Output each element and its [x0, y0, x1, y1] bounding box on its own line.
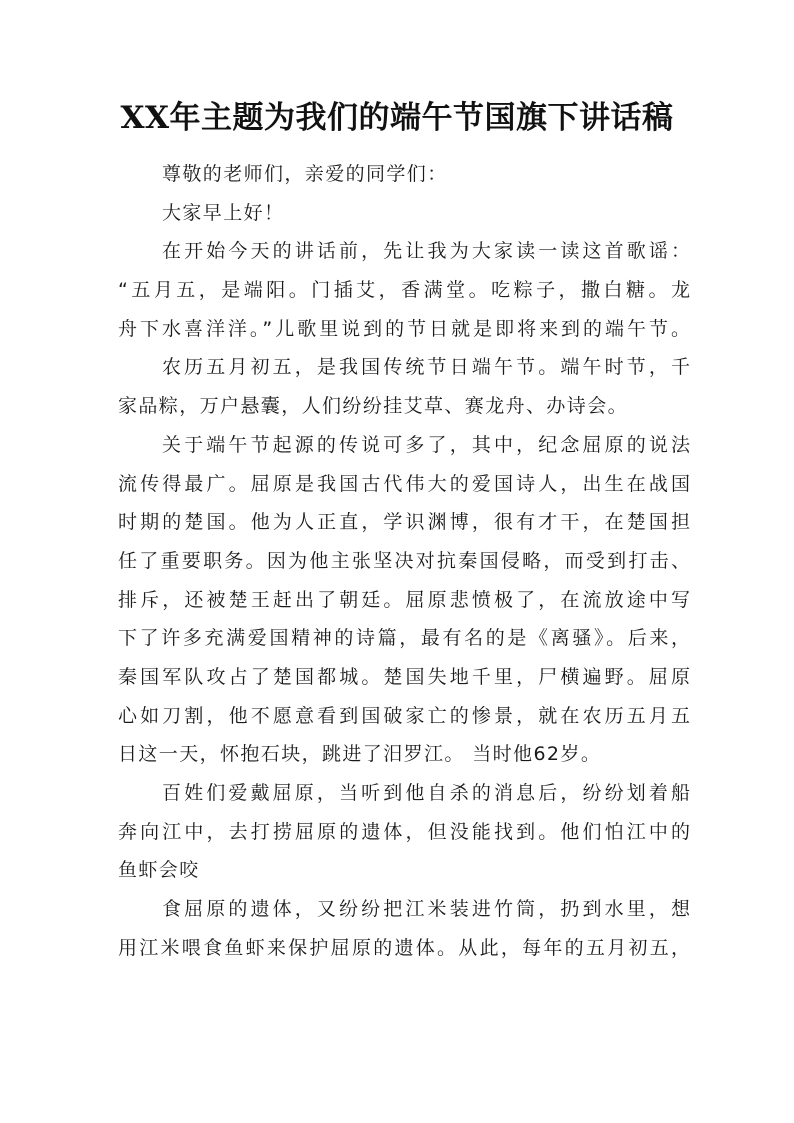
text-line: 食屈原的遗体，又纷纷把江米装进竹筒，扔到水里，想: [162, 898, 690, 921]
text-line: 大家早上好！: [162, 201, 285, 224]
text-line: 百姓们爱戴屈原，当听到他自杀的消息后，纷纷划着船: [162, 782, 690, 804]
text-line: 关于端午节起源的传说可多了，其中，纪念屈原的说法: [162, 433, 690, 456]
text-line: 时期的楚国。他为人正直，学识渊博，很有才干，在楚国担: [118, 511, 690, 534]
text-line: 舟下水喜洋洋。”儿歌里说到的节日就是即将来到的端午节。: [118, 317, 690, 340]
text-line: 鱼虾会咬: [118, 859, 200, 882]
text-line: 下了许多充满爱国精神的诗篇，最有名的是《离骚》。后来，: [118, 627, 690, 650]
text-line: 尊敬的老师们，亲爱的同学们：: [162, 163, 448, 185]
text-line: 在开始今天的讲话前，先让我为大家读一读这首歌谣：: [162, 240, 690, 263]
text-line: 农历五月初五，是我国传统节日端午节。端午时节，千: [162, 356, 690, 379]
text-line: 日这一天，怀抱石块，跳进了汨罗江。 当时他62岁。: [118, 743, 602, 766]
text-line: 任了重要职务。因为他主张坚决对抗秦国侵略，而受到打击、: [118, 549, 690, 572]
text-line: 奔向江中，去打捞屈原的遗体，但没能找到。他们怕江中的: [118, 820, 690, 843]
document-title: XX年主题为我们的端午节国旗下讲话稿: [120, 100, 674, 136]
text-line: 心如刀割，他不愿意看到国破家亡的惨景，就在农历五月五: [118, 704, 690, 727]
text-line: 家品粽，万户悬囊，人们纷纷挂艾草、赛龙舟、办诗会。: [118, 395, 629, 418]
text-line: 用江米喂食鱼虾来保护屈原的遗体。从此，每年的五月初五，: [118, 936, 690, 959]
text-line: 排斥，还被楚王赶出了朝廷。屈原悲愤极了，在流放途中写: [118, 588, 690, 611]
text-line: 秦国军队攻占了楚国都城。楚国失地千里，尸横遍野。屈原: [118, 665, 690, 688]
document-body: [118, 155, 690, 967]
text-line: “五月五，是端阳。门插艾，香满堂。吃粽子，撒白糖。龙: [118, 279, 690, 302]
text-line: 流传得最广。屈原是我国古代伟大的爱国诗人，出生在战国: [118, 472, 690, 495]
